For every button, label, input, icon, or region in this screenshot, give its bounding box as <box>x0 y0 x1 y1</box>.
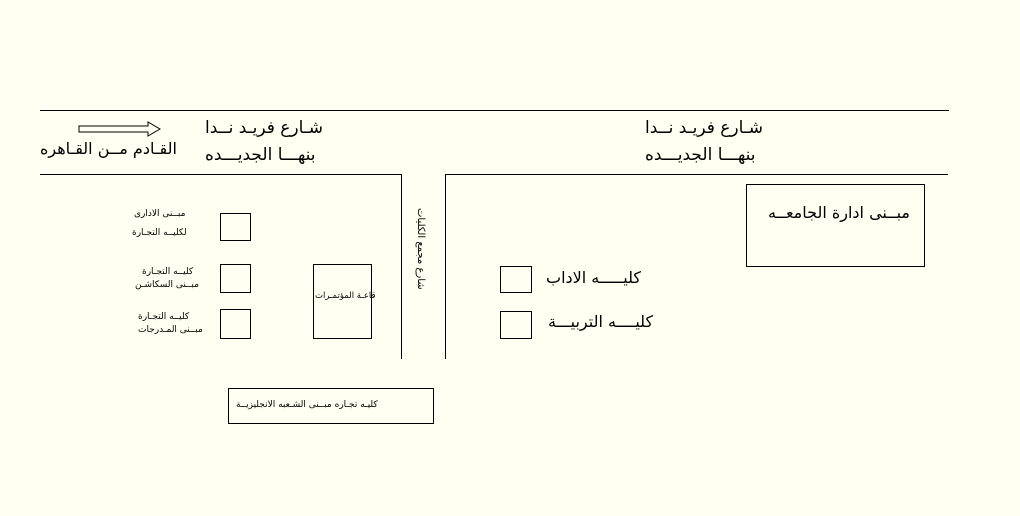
arts-label: كليـــــه الاداب <box>546 268 642 287</box>
admin-building-label: مبــنى الادارى <box>134 209 186 219</box>
main-street-bottom-edge-right <box>445 174 948 175</box>
commerce-halls-label: كليــه التجـارة <box>138 312 190 322</box>
admin-building-label-2: لكليــه التجـارة <box>132 228 187 238</box>
admin-building <box>220 213 251 241</box>
commerce-halls-building <box>220 309 251 339</box>
commerce-sections-label: كليــه التجـارة <box>142 267 194 277</box>
main-street-bottom-edge-left <box>40 174 402 175</box>
education-label: كليــــه التربيـــة <box>548 312 654 331</box>
street-city-left: بنهـــا الجديـــده <box>205 145 316 165</box>
english-section-label: كليـه تجـاره مبــنى الشـعبه الانجليزيــة <box>236 400 378 410</box>
side-street-left-edge <box>401 174 402 359</box>
street-city-right: بنهـــا الجديـــده <box>645 145 756 165</box>
conference-hall-label: قاعـة المؤتمـرات <box>315 291 376 301</box>
side-street-right-edge <box>445 174 446 359</box>
commerce-sections-label-2: مبــنى السكاشـن <box>135 280 199 290</box>
conference-hall <box>313 264 372 339</box>
arrow-right-icon <box>78 121 162 137</box>
side-street-name: شارع مجمع الكليات <box>415 208 426 290</box>
university-admin-building <box>746 184 925 267</box>
street-name-left: شـارع فريـد نــدا <box>205 118 324 138</box>
street-name-right: شـارع فريـد نــدا <box>645 118 764 138</box>
arts-building <box>500 266 532 293</box>
education-building <box>500 311 532 339</box>
arrow-label: القـادم مــن القـاهره <box>40 139 177 158</box>
commerce-sections-building <box>220 264 251 293</box>
university-admin-label: مبــنى ادارة الجامعــه <box>768 203 910 222</box>
main-street-top-edge <box>40 110 949 111</box>
commerce-halls-label-2: مبــنى المـدرجات <box>138 325 203 335</box>
